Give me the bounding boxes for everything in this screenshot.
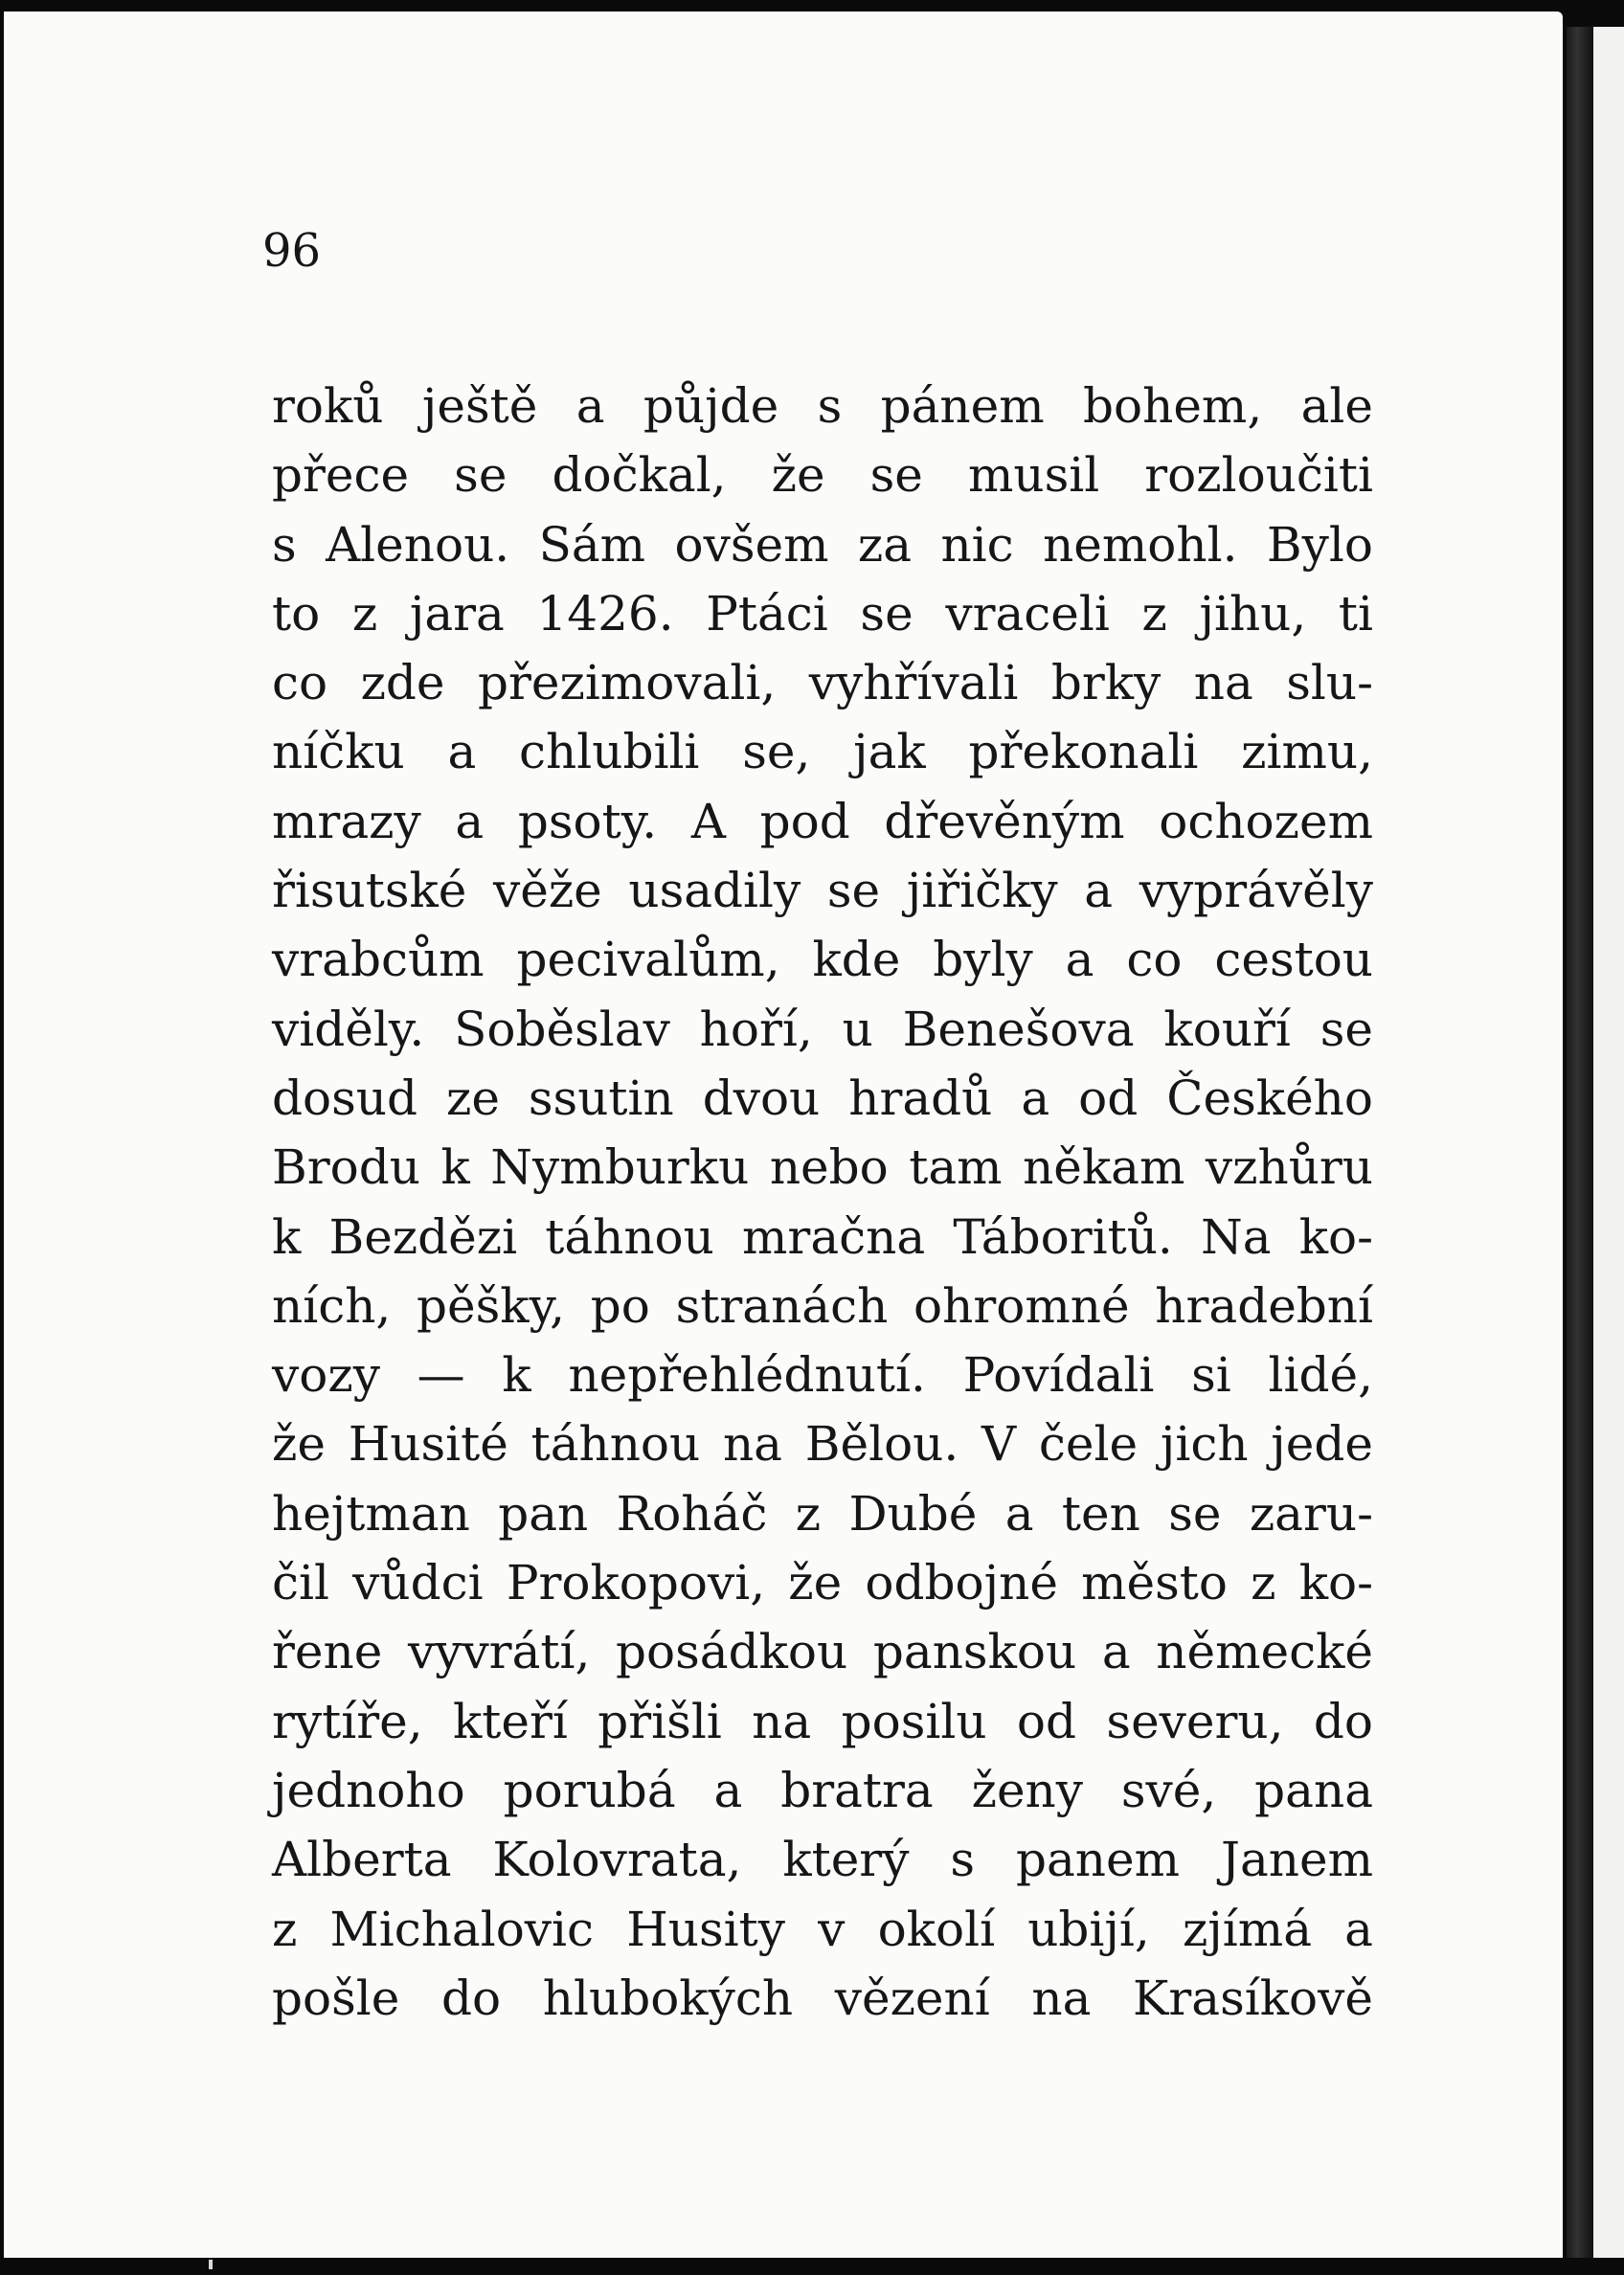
text-line: pošle do hlubokých vězení na Krasíkově [272,1970,1373,2026]
text-line: jednoho porubá a bratra ženy své, pana [272,1762,1373,1818]
text-line: mrazy a psoty. A pod dřevěným ochozem [272,793,1373,849]
text-line: roků ještě a půjde s pánem bohem, ale [272,378,1373,434]
text-line: s Alenou. Sám ovšem za nic nemohl. Bylo [272,516,1373,573]
text-line: že Husité táhnou na Bělou. V čele jich jede [272,1416,1373,1473]
text-line: co zde přezimovali, vyhřívali brky na slu- [272,655,1373,711]
text-line: níčku a chlubili se, jak překonali zimu, [272,724,1373,780]
facing-page-edge [1593,27,1624,2258]
binding-shadow [1567,27,1593,2258]
text-line: čil vůdci Prokopovi, že odbojné město z ko- [272,1555,1373,1611]
text-line: dosud ze ssutin dvou hradů a od Českého [272,1070,1373,1126]
page-number: 96 [262,224,322,278]
text-line: vozy — k nepřehlédnutí. Povídali si lidé, [272,1347,1373,1404]
text-line: přece se dočkal, že se musil rozloučiti [272,447,1373,504]
text-line: ních, pěšky, po stranách ohromné hradební [272,1277,1373,1334]
text-line: řene vyvrátí, posádkou panskou a německé [272,1624,1373,1680]
scan-speck [209,2260,213,2269]
text-line: hejtman pan Roháč z Dubé a ten se zaru- [272,1485,1373,1542]
text-line: Alberta Kolovrata, který s panem Janem [272,1832,1373,1888]
text-line: Brodu k Nymburku nebo tam někam vzhůru [272,1139,1373,1196]
text-line: vrabcům pecivalům, kde byly a co cestou [272,932,1373,988]
body-text [272,372,1373,2033]
text-line: rytíře, kteří přišli na posilu od severu, do [272,1693,1373,1749]
text-line: řisutské věže usadily se jiřičky a vyprávěly [272,863,1373,919]
text-line: k Bezdězi táhnou mračna Táboritů. Na ko- [272,1208,1373,1265]
page-sheet [4,11,1563,2258]
text-line: viděly. Soběslav hoří, u Benešova kouří se [272,1001,1373,1057]
text-line: z Michalovic Husity v okolí ubijí, zjímá a [272,1901,1373,1957]
text-line: to z jara 1426. Ptáci se vraceli z jihu, ti [272,585,1373,642]
